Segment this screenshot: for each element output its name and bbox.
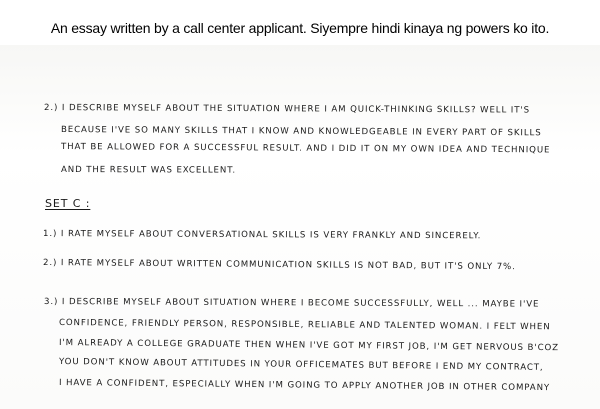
essay-line: 2.) I RATE MYSELF ABOUT WRITTEN COMMUNICATION SKILLS IS NOT BAD, BUT IT'S ONLY 7%. bbox=[42, 258, 516, 273]
essay-line: 1.) I RATE MYSELF ABOUT CONVERSATIONAL SKILLS IS VERY FRANKLY AND SINCERELY. bbox=[42, 229, 482, 242]
essay-line: YOU DON'T KNOW ABOUT ATTITUDES IN YOUR OFFICEMATES BUT BEFORE I END MY CONTRACT, bbox=[58, 357, 544, 373]
image-caption: An essay written by a call center applicant. Siyempre hindi kinaya ng powers ko ito. bbox=[50, 20, 550, 36]
essay-line: BECAUSE I'VE SO MANY SKILLS THAT I KNOW AND KNOWLEDGEABLE IN EVERY PART OF SKILLS bbox=[60, 125, 542, 139]
essay-line: 2.) I DESCRIBE MYSELF ABOUT THE SITUATION WHERE I AM QUICK-THINKING SKILLS? WELL IT'S bbox=[43, 103, 531, 116]
essay-line: I HAVE A CONFIDENT, ESPECIALLY WHEN I'M GOING TO APPLY ANOTHER JOB IN OTHER COMPANY bbox=[58, 378, 551, 394]
essay-line: I'M ALREADY A COLLEGE GRADUATE THEN WHEN I'VE GOT MY FIRST JOB, I'M GET NERVOUS B'COZ bbox=[58, 338, 560, 354]
essay-line: THAT BE ALLOWED FOR A SUCCESSFUL RESULT. AND I DID IT ON MY OWN IDEA AND TECHNIQUE bbox=[60, 142, 551, 156]
scanned-essay bbox=[0, 45, 600, 409]
essay-line: 3.) I DESCRIBE MYSELF ABOUT SITUATION WHERE I BECOME SUCCESSFULLY, WELL ... MAYBE I'VE bbox=[43, 297, 540, 310]
essay-line: AND THE RESULT WAS EXCELLENT. bbox=[60, 165, 237, 176]
essay-line: CONFIDENCE, FRIENDLY PERSON, RESPONSIBLE, RELIABLE AND TALENTED WOMAN. I FELT WHEN bbox=[58, 318, 551, 333]
set-c-label: SET C : bbox=[45, 197, 91, 210]
